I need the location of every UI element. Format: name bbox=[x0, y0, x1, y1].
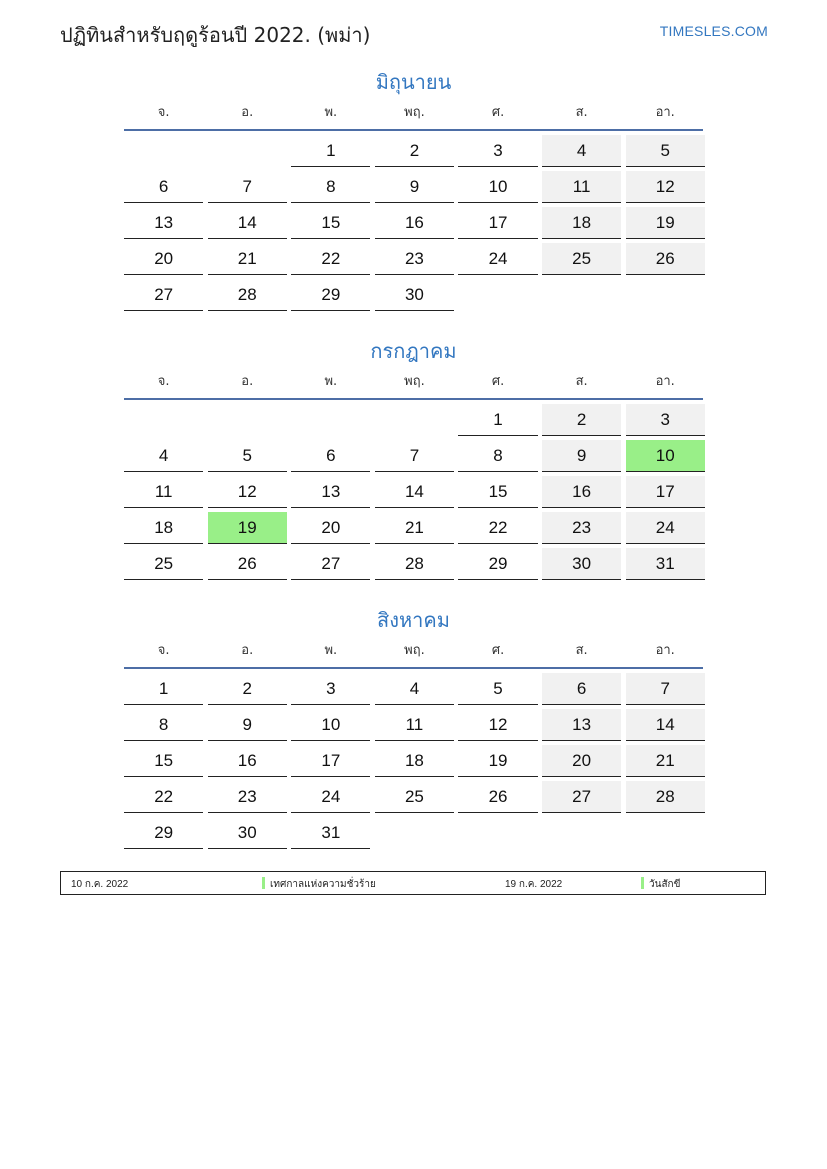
weekend-day-cell: 26 bbox=[626, 243, 705, 275]
day-cell: 21 bbox=[208, 243, 287, 275]
day-cell: 1 bbox=[124, 673, 203, 705]
weekday-header bbox=[124, 103, 703, 123]
weekday-label: จ. bbox=[157, 374, 170, 389]
weekend-day-cell: 17 bbox=[626, 476, 705, 508]
day-grid bbox=[124, 135, 703, 311]
weekday-label: ศ. bbox=[491, 105, 505, 120]
day-cell: 29 bbox=[124, 817, 203, 849]
month-june bbox=[124, 69, 703, 311]
day-cell: 6 bbox=[291, 440, 370, 472]
day-cell: 8 bbox=[291, 171, 370, 203]
day-cell: 11 bbox=[124, 476, 203, 508]
day-cell: 29 bbox=[458, 548, 537, 580]
day-cell: 7 bbox=[375, 440, 454, 472]
day-cell: 8 bbox=[458, 440, 537, 472]
weekend-day-cell: 7 bbox=[626, 673, 705, 705]
day-cell: 13 bbox=[124, 207, 203, 239]
weekend-day-cell: 5 bbox=[626, 135, 705, 167]
weekend-day-cell: 24 bbox=[626, 512, 705, 544]
weekend-day-cell: 4 bbox=[542, 135, 621, 167]
weekend-day-cell: 13 bbox=[542, 709, 621, 741]
day-cell: 18 bbox=[375, 745, 454, 777]
day-cell: 13 bbox=[291, 476, 370, 508]
weekend-day-cell: 25 bbox=[542, 243, 621, 275]
weekend-day-cell: 6 bbox=[542, 673, 621, 705]
legend-label: เทศกาลแห่งความชั่วร้าย bbox=[270, 879, 376, 890]
day-cell: 14 bbox=[375, 476, 454, 508]
day-cell: 2 bbox=[375, 135, 454, 167]
day-cell: 12 bbox=[208, 476, 287, 508]
day-cell: 22 bbox=[124, 781, 203, 813]
day-cell: 5 bbox=[458, 673, 537, 705]
day-cell: 4 bbox=[375, 673, 454, 705]
day-cell: 14 bbox=[208, 207, 287, 239]
weekday-label: พ. bbox=[324, 374, 338, 389]
weekday-header bbox=[124, 372, 703, 392]
legend-date: 19 ก.ค. 2022 bbox=[505, 879, 563, 890]
day-cell: 24 bbox=[458, 243, 537, 275]
day-grid bbox=[124, 673, 703, 849]
month-title: กรกฎาคม bbox=[370, 339, 457, 363]
day-cell: 17 bbox=[291, 745, 370, 777]
day-cell: 30 bbox=[208, 817, 287, 849]
day-cell: 7 bbox=[208, 171, 287, 203]
legend-date: 10 ก.ค. 2022 bbox=[71, 879, 129, 890]
day-cell: 11 bbox=[375, 709, 454, 741]
day-cell: 20 bbox=[124, 243, 203, 275]
day-cell: 28 bbox=[208, 279, 287, 311]
holiday-day-cell: 19 bbox=[208, 512, 287, 544]
weekday-label: อา. bbox=[655, 105, 675, 120]
weekday-header bbox=[124, 641, 703, 661]
day-cell: 29 bbox=[291, 279, 370, 311]
day-cell: 9 bbox=[208, 709, 287, 741]
weekday-label: อา. bbox=[655, 643, 675, 658]
day-cell: 22 bbox=[458, 512, 537, 544]
weekend-day-cell: 28 bbox=[626, 781, 705, 813]
day-cell: 15 bbox=[124, 745, 203, 777]
day-cell: 1 bbox=[291, 135, 370, 167]
weekday-label: ส. bbox=[575, 105, 588, 120]
day-cell: 22 bbox=[291, 243, 370, 275]
empty-cell bbox=[124, 404, 203, 436]
header-divider bbox=[124, 667, 703, 669]
month-august bbox=[124, 607, 703, 849]
day-cell: 17 bbox=[458, 207, 537, 239]
weekday-label: อา. bbox=[655, 374, 675, 389]
weekday-label: พฤ. bbox=[404, 374, 425, 389]
weekend-day-cell: 20 bbox=[542, 745, 621, 777]
header-divider bbox=[124, 398, 703, 400]
empty-cell bbox=[208, 404, 287, 436]
day-cell: 4 bbox=[124, 440, 203, 472]
holiday-marker bbox=[641, 877, 644, 889]
day-cell: 16 bbox=[208, 745, 287, 777]
empty-cell bbox=[208, 135, 287, 167]
holiday-day-cell: 10 bbox=[626, 440, 705, 472]
legend-label: วันสักขี bbox=[649, 879, 681, 890]
site-link[interactable]: TIMESLES.COM bbox=[659, 23, 768, 39]
day-cell: 30 bbox=[375, 279, 454, 311]
day-cell: 10 bbox=[458, 171, 537, 203]
page-title: ปฏิทินสำหรับฤดูร้อนปี 2022. (พม่า) bbox=[60, 23, 371, 47]
weekend-day-cell: 14 bbox=[626, 709, 705, 741]
day-cell: 31 bbox=[291, 817, 370, 849]
holiday-legend bbox=[60, 871, 766, 895]
day-cell: 23 bbox=[208, 781, 287, 813]
weekend-day-cell: 21 bbox=[626, 745, 705, 777]
weekday-label: ศ. bbox=[491, 374, 505, 389]
day-cell: 1 bbox=[458, 404, 537, 436]
month-july bbox=[124, 338, 703, 580]
day-cell: 25 bbox=[124, 548, 203, 580]
day-cell: 21 bbox=[375, 512, 454, 544]
weekend-day-cell: 16 bbox=[542, 476, 621, 508]
weekday-label: อ. bbox=[241, 105, 254, 120]
weekend-day-cell: 23 bbox=[542, 512, 621, 544]
day-cell: 27 bbox=[291, 548, 370, 580]
weekday-label: พฤ. bbox=[404, 105, 425, 120]
day-cell: 16 bbox=[375, 207, 454, 239]
day-cell: 10 bbox=[291, 709, 370, 741]
weekday-label: อ. bbox=[241, 643, 254, 658]
day-cell: 2 bbox=[208, 673, 287, 705]
weekday-label: ศ. bbox=[491, 643, 505, 658]
day-cell: 15 bbox=[458, 476, 537, 508]
weekend-day-cell: 9 bbox=[542, 440, 621, 472]
weekend-day-cell: 2 bbox=[542, 404, 621, 436]
day-cell: 26 bbox=[458, 781, 537, 813]
empty-cell bbox=[124, 135, 203, 167]
holiday-marker bbox=[262, 877, 265, 889]
header-divider bbox=[124, 129, 703, 131]
weekday-label: จ. bbox=[157, 105, 170, 120]
weekend-day-cell: 31 bbox=[626, 548, 705, 580]
weekend-day-cell: 12 bbox=[626, 171, 705, 203]
weekend-day-cell: 18 bbox=[542, 207, 621, 239]
day-cell: 8 bbox=[124, 709, 203, 741]
day-cell: 3 bbox=[291, 673, 370, 705]
empty-cell bbox=[291, 404, 370, 436]
day-cell: 6 bbox=[124, 171, 203, 203]
weekend-day-cell: 11 bbox=[542, 171, 621, 203]
day-cell: 18 bbox=[124, 512, 203, 544]
weekday-label: พ. bbox=[324, 105, 338, 120]
day-cell: 5 bbox=[208, 440, 287, 472]
day-cell: 19 bbox=[458, 745, 537, 777]
day-cell: 24 bbox=[291, 781, 370, 813]
weekday-label: ส. bbox=[575, 374, 588, 389]
day-cell: 15 bbox=[291, 207, 370, 239]
month-title: มิถุนายน bbox=[375, 70, 452, 94]
weekend-day-cell: 27 bbox=[542, 781, 621, 813]
day-cell: 23 bbox=[375, 243, 454, 275]
day-cell: 9 bbox=[375, 171, 454, 203]
weekend-day-cell: 3 bbox=[626, 404, 705, 436]
day-cell: 28 bbox=[375, 548, 454, 580]
empty-cell bbox=[375, 404, 454, 436]
day-grid bbox=[124, 404, 703, 580]
day-cell: 27 bbox=[124, 279, 203, 311]
weekday-label: พ. bbox=[324, 643, 338, 658]
day-cell: 25 bbox=[375, 781, 454, 813]
weekend-day-cell: 30 bbox=[542, 548, 621, 580]
day-cell: 20 bbox=[291, 512, 370, 544]
month-title: สิงหาคม bbox=[377, 608, 450, 632]
day-cell: 3 bbox=[458, 135, 537, 167]
day-cell: 26 bbox=[208, 548, 287, 580]
day-cell: 12 bbox=[458, 709, 537, 741]
weekday-label: ส. bbox=[575, 643, 588, 658]
weekday-label: จ. bbox=[157, 643, 170, 658]
weekend-day-cell: 19 bbox=[626, 207, 705, 239]
weekday-label: อ. bbox=[241, 374, 254, 389]
weekday-label: พฤ. bbox=[404, 643, 425, 658]
